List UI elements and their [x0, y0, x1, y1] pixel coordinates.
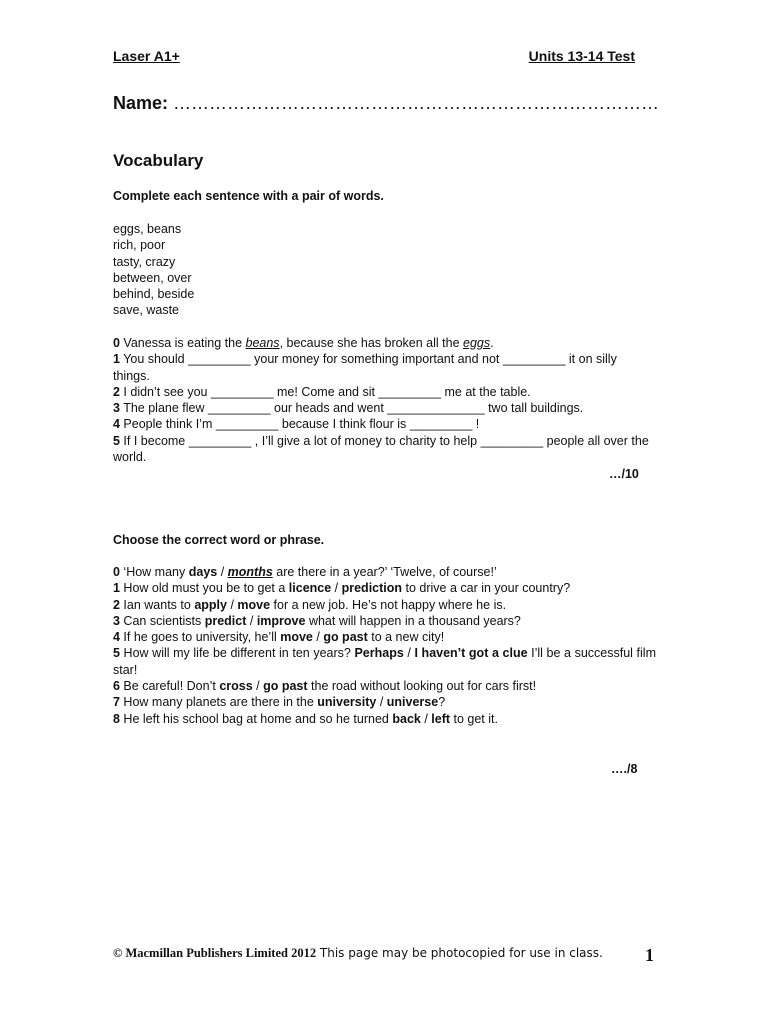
example-answer: beans: [245, 336, 280, 350]
sentence-text: ?: [438, 695, 446, 710]
course-title: Laser A1+: [113, 48, 180, 64]
sentence-text: He left his school bag at home and so he turned: [119, 711, 393, 726]
exercise2-score: …./8: [611, 762, 638, 776]
gap-sentence: [113, 433, 656, 466]
choice-separator: /: [226, 597, 238, 612]
page-footer: [113, 946, 633, 961]
sentence-text: ‘How many: [119, 565, 189, 579]
word-pair: behind, beside: [113, 287, 195, 302]
choice-option[interactable]: apply: [194, 597, 227, 612]
choice-option[interactable]: improve: [256, 613, 306, 628]
sentence-number: 6: [113, 679, 120, 694]
sentence-text: to drive a car in your country?: [402, 581, 571, 596]
word-pair: eggs, beans: [113, 222, 182, 236]
word-pair: tasty, crazy: [113, 254, 176, 269]
choice-separator: /: [420, 711, 432, 726]
sentence-text: How old must you be to get a: [119, 581, 289, 596]
sentence-text: .: [490, 336, 494, 350]
exercise2-instruction: Choose the correct word or phrase.: [113, 533, 325, 547]
choice-option[interactable]: go past: [323, 630, 368, 645]
sentence-number: 3: [113, 401, 120, 416]
sentence-number: 1: [113, 581, 120, 596]
choice-option[interactable]: move: [237, 597, 271, 612]
sentence-number: 5: [113, 433, 120, 448]
choice-separator: /: [246, 613, 257, 628]
choice-option[interactable]: I haven’t got a clue: [414, 646, 528, 661]
choice-separator: /: [217, 565, 228, 579]
example-answer: eggs: [463, 336, 491, 350]
choice-sentence: [113, 678, 656, 694]
sentence-text: How will my life be different in ten years?: [119, 646, 355, 661]
sentence-text: You should _________ your money for something important and not _________ it on silly things.: [113, 352, 617, 383]
choice-sentence: [113, 580, 656, 596]
section-title-vocabulary: Vocabulary: [113, 151, 204, 170]
choice-option[interactable]: licence: [288, 581, 332, 596]
choice-option[interactable]: go past: [263, 679, 308, 694]
choice-sentence: [113, 613, 656, 629]
sentence-text: Ian wants to: [119, 597, 195, 612]
name-line: [113, 93, 659, 114]
sentence-number: 8: [113, 711, 120, 726]
sentence-text: are there in a year?’ ‘Twelve, of course!’: [272, 565, 497, 579]
choice-sentence: [113, 629, 656, 645]
choice-option[interactable]: Perhaps: [354, 646, 404, 661]
choice-option[interactable]: prediction: [341, 581, 403, 596]
sentence-text: If he goes to university, he’ll: [119, 630, 281, 645]
sentence-number: 1: [113, 352, 120, 367]
choice-separator: /: [331, 581, 342, 596]
word-pair: between, over: [113, 270, 192, 285]
choice-option[interactable]: predict: [204, 613, 247, 628]
choice-sentence: [113, 645, 656, 678]
choice-option-selected[interactable]: months: [227, 565, 273, 579]
sentence-text: Can scientists: [119, 613, 205, 628]
photocopy-note: This page may be photocopied for use in class.: [316, 946, 603, 960]
sentence-number: 4: [113, 630, 120, 645]
choice-sentence: [113, 564, 656, 580]
gap-sentence: [113, 351, 656, 384]
choice-separator: /: [403, 646, 415, 661]
choice-option[interactable]: cross: [219, 679, 253, 694]
sentence-text: to get it.: [450, 711, 498, 726]
sentence-text: for a new job. He’s not happy where he is.: [270, 597, 507, 612]
choice-option[interactable]: left: [431, 711, 451, 726]
choice-separator: /: [376, 695, 387, 710]
name-dots: ………………………………………………………………………: [173, 93, 660, 113]
sentence-text: the road without looking out for cars first!: [307, 679, 537, 694]
exercise1-instruction: Complete each sentence with a pair of words.: [113, 189, 384, 203]
gap-sentence: [113, 400, 656, 416]
sentence-text: I didn’t see you _________ me! Come and sit _________ me at the table.: [119, 384, 531, 399]
sentence-text: People think I’m _________ because I think flour is _________ !: [119, 417, 480, 432]
choice-option[interactable]: back: [392, 711, 421, 726]
choice-option[interactable]: universe: [386, 695, 439, 710]
test-title: Units 13-14 Test: [528, 48, 635, 64]
example-sentence: [113, 335, 656, 351]
exercise1-sentences: [113, 335, 656, 465]
sentence-number: 5: [113, 646, 120, 661]
copyright-notice: © Macmillan Publishers Limited 2012: [113, 946, 317, 960]
sentence-number: 0: [113, 336, 120, 350]
word-pair: rich, poor: [113, 238, 166, 253]
choice-separator: /: [252, 679, 264, 694]
gap-sentence: [113, 416, 656, 432]
sentence-text: , because she has broken all the: [279, 336, 464, 350]
page-header: [113, 48, 635, 64]
sentence-number: 3: [113, 613, 120, 628]
sentence-number: 4: [113, 417, 120, 432]
sentence-text: Be careful! Don’t: [119, 679, 220, 694]
exercise1-score: …/10: [609, 467, 639, 481]
choice-option[interactable]: university: [317, 695, 377, 710]
choice-sentence: [113, 694, 656, 710]
gap-sentence: [113, 384, 656, 400]
page-number: 1: [645, 945, 654, 965]
exercise2-items: [113, 564, 656, 727]
sentence-text: what will happen in a thousand years?: [305, 613, 521, 628]
sentence-number: 2: [113, 384, 120, 399]
sentence-number: 7: [113, 695, 120, 710]
name-label: Name:: [113, 93, 169, 113]
sentence-text: The plane flew _________ our heads and went ______________ two tall buildings.: [119, 401, 584, 416]
sentence-text: How many planets are there in the: [119, 695, 318, 710]
sentence-number: 2: [113, 597, 120, 612]
choice-sentence: [113, 597, 656, 613]
sentence-text: to a new city!: [367, 630, 445, 645]
choice-option[interactable]: move: [280, 630, 313, 645]
choice-sentence: [113, 711, 656, 727]
sentence-text: If I become _________ , I’ll give a lot of money to charity to help _________ people all over the world.: [113, 433, 649, 465]
word-pair: save, waste: [113, 303, 180, 318]
choice-option[interactable]: days: [188, 565, 218, 579]
sentence-text: Vanessa is eating the: [119, 336, 246, 350]
sentence-number: 0: [113, 565, 120, 579]
choice-separator: /: [312, 630, 324, 645]
sentence-text: I’ll be a successful film star!: [113, 646, 656, 677]
word-pair-list: [113, 221, 656, 319]
